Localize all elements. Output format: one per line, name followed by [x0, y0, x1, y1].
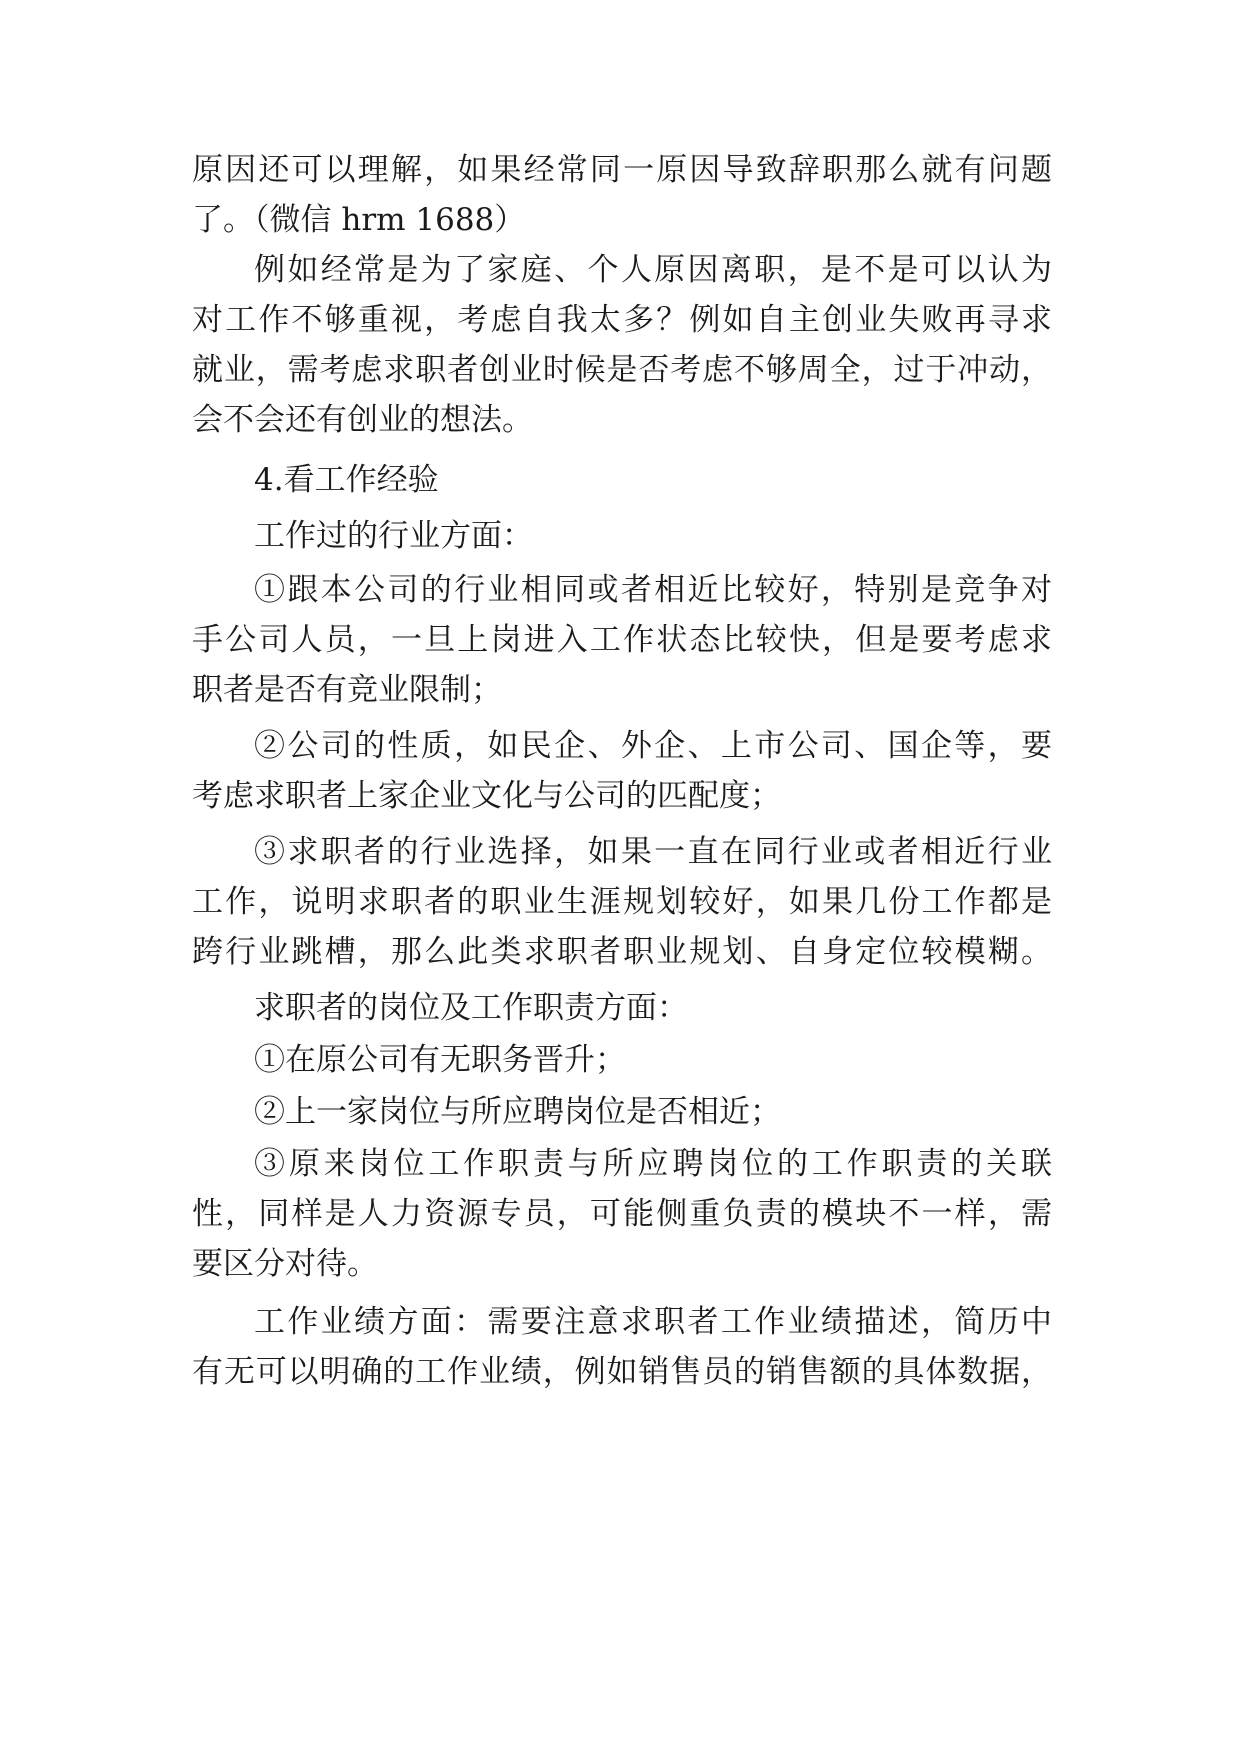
text-line: 对工作不够重视，考虑自我太多？例如自主创业失败再寻求: [192, 302, 1052, 338]
text-line: 手公司人员，一旦上岗进入工作状态比较快，但是要考虑求: [192, 622, 1052, 658]
subsection-heading: 求职者的岗位及工作职责方面：: [254, 990, 688, 1026]
text-line: 了。（微信 hrm 1688）: [192, 202, 526, 238]
text-line: 性，同样是人力资源专员，可能侧重负责的模块不一样，需: [192, 1196, 1052, 1232]
list-item: ②上一家岗位与所应聘岗位是否相近；: [254, 1094, 781, 1130]
text-line: 工作，说明求职者的职业生涯规划较好，如果几份工作都是: [192, 884, 1052, 920]
list-item: ①跟本公司的行业相同或者相近比较好，特别是竞争对: [254, 572, 1052, 608]
list-item: ①在原公司有无职务晋升；: [254, 1042, 626, 1078]
list-item: ②公司的性质，如民企、外企、上市公司、国企等，要: [254, 728, 1052, 764]
text-line: 要区分对待。: [192, 1246, 378, 1282]
subsection-heading: 工作过的行业方面：: [254, 518, 533, 554]
text-line: 有无可以明确的工作业绩，例如销售员的销售额的具体数据，: [192, 1354, 1052, 1390]
list-item: ③原来岗位工作职责与所应聘岗位的工作职责的关联: [254, 1146, 1052, 1182]
section-heading: 4.看工作经验: [254, 462, 439, 498]
text-line: 考虑求职者上家企业文化与公司的匹配度；: [192, 778, 781, 814]
list-item: ③求职者的行业选择，如果一直在同行业或者相近行业: [254, 834, 1052, 870]
text-line: 原因还可以理解，如果经常同一原因导致辞职那么就有问题: [192, 152, 1052, 188]
paragraph-start: 例如经常是为了家庭、个人原因离职，是不是可以认为: [254, 252, 1052, 288]
text-line: 会不会还有创业的想法。: [192, 402, 533, 438]
paragraph-start: 工作业绩方面：需要注意求职者工作业绩描述，简历中: [254, 1304, 1052, 1340]
text-line: 职者是否有竞业限制；: [192, 672, 502, 708]
text-line: 就业，需考虑求职者创业时候是否考虑不够周全，过于冲动，: [192, 352, 1052, 388]
text-line: 跨行业跳槽，那么此类求职者职业规划、自身定位较模糊。: [192, 934, 1052, 970]
